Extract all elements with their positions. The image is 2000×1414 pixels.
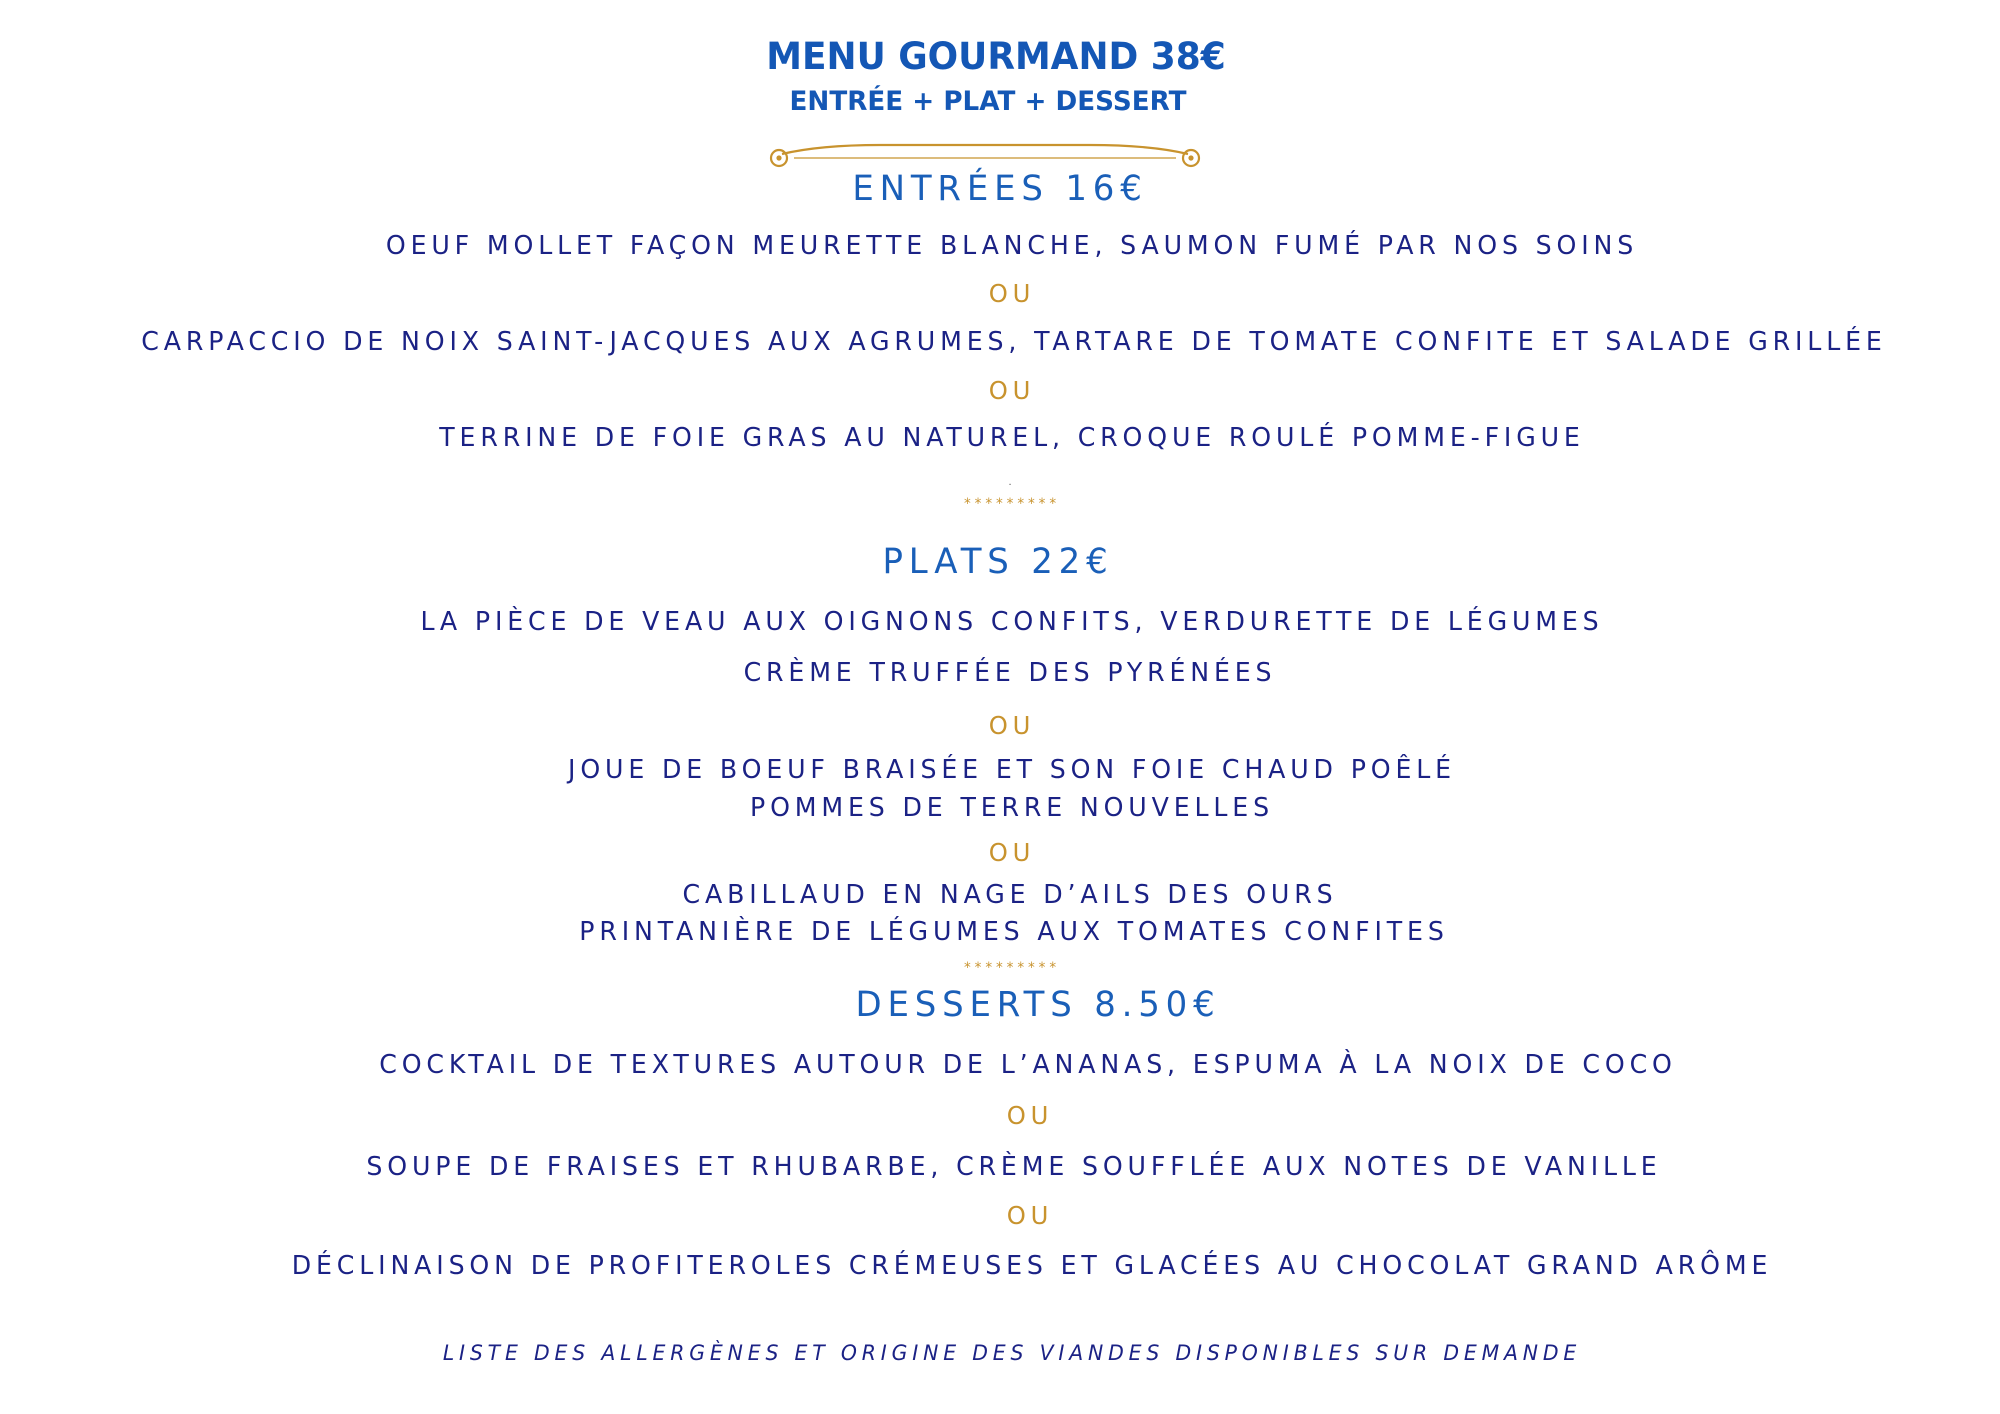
- plat-item-3-line-1: CABILLAUD EN NAGE D’AILS DES OURS: [682, 880, 1338, 910]
- separator-ou: OU: [988, 711, 1036, 740]
- section-title-desserts: DESSERTS 8.50€: [855, 985, 1221, 1025]
- separator-ou: OU: [988, 838, 1036, 867]
- separator-ou: OU: [988, 279, 1036, 308]
- separator-ou: OU: [1006, 1101, 1054, 1130]
- allergen-note: LISTE DES ALLERGÈNES ET ORIGINE DES VIANDES DISPONIBLES SUR DEMANDE: [442, 1341, 1582, 1365]
- entree-item-2: CARPACCIO DE NOIX SAINT-JACQUES AUX AGRUMES, TARTARE DE TOMATE CONFITE ET SALADE GRILLÉE: [141, 327, 1887, 357]
- entree-item-3: TERRINE DE FOIE GRAS AU NATUREL, CROQUE ROULÉ POMME-FIGUE: [439, 423, 1585, 453]
- dessert-item-3: DÉCLINAISON DE PROFITEROLES CRÉMEUSES ET GLACÉES AU CHOCOLAT GRAND ARÔME: [291, 1251, 1773, 1281]
- menu-subtitle: ENTRÉE + PLAT + DESSERT: [789, 86, 1187, 117]
- stray-dot: .: [1008, 477, 1012, 488]
- plat-item-1-line-2: CRÈME TRUFFÉE DES PYRÉNÉES: [743, 658, 1277, 688]
- section-title-plats: PLATS 22€: [882, 542, 1114, 582]
- plat-item-2-line-2: POMMES DE TERRE NOUVELLES: [750, 793, 1274, 823]
- plat-item-3-line-2: PRINTANIÈRE DE LÉGUMES AUX TOMATES CONFITES: [579, 917, 1449, 947]
- star-separator: *********: [963, 960, 1061, 976]
- entree-item-1: OEUF MOLLET FAÇON MEURETTE BLANCHE, SAUMON FUMÉ PAR NOS SOINS: [385, 231, 1639, 261]
- plat-item-2-line-1: JOUE DE BOEUF BRAISÉE ET SON FOIE CHAUD POÊLÉ: [568, 755, 1456, 785]
- dessert-item-2: SOUPE DE FRAISES ET RHUBARBE, CRÈME SOUFFLÉE AUX NOTES DE VANILLE: [366, 1152, 1662, 1182]
- separator-ou: OU: [1006, 1201, 1054, 1230]
- separator-ou: OU: [988, 376, 1036, 405]
- dessert-item-1: COCKTAIL DE TEXTURES AUTOUR DE L’ANANAS, ESPUMA À LA NOIX DE COCO: [379, 1050, 1677, 1080]
- star-separator: *********: [963, 496, 1061, 512]
- plat-item-1-line-1: LA PIÈCE DE VEAU AUX OIGNONS CONFITS, VERDURETTE DE LÉGUMES: [420, 607, 1604, 637]
- section-title-entrees: ENTRÉES 16€: [852, 169, 1148, 209]
- menu-title: MENU GOURMAND 38€: [766, 35, 1226, 78]
